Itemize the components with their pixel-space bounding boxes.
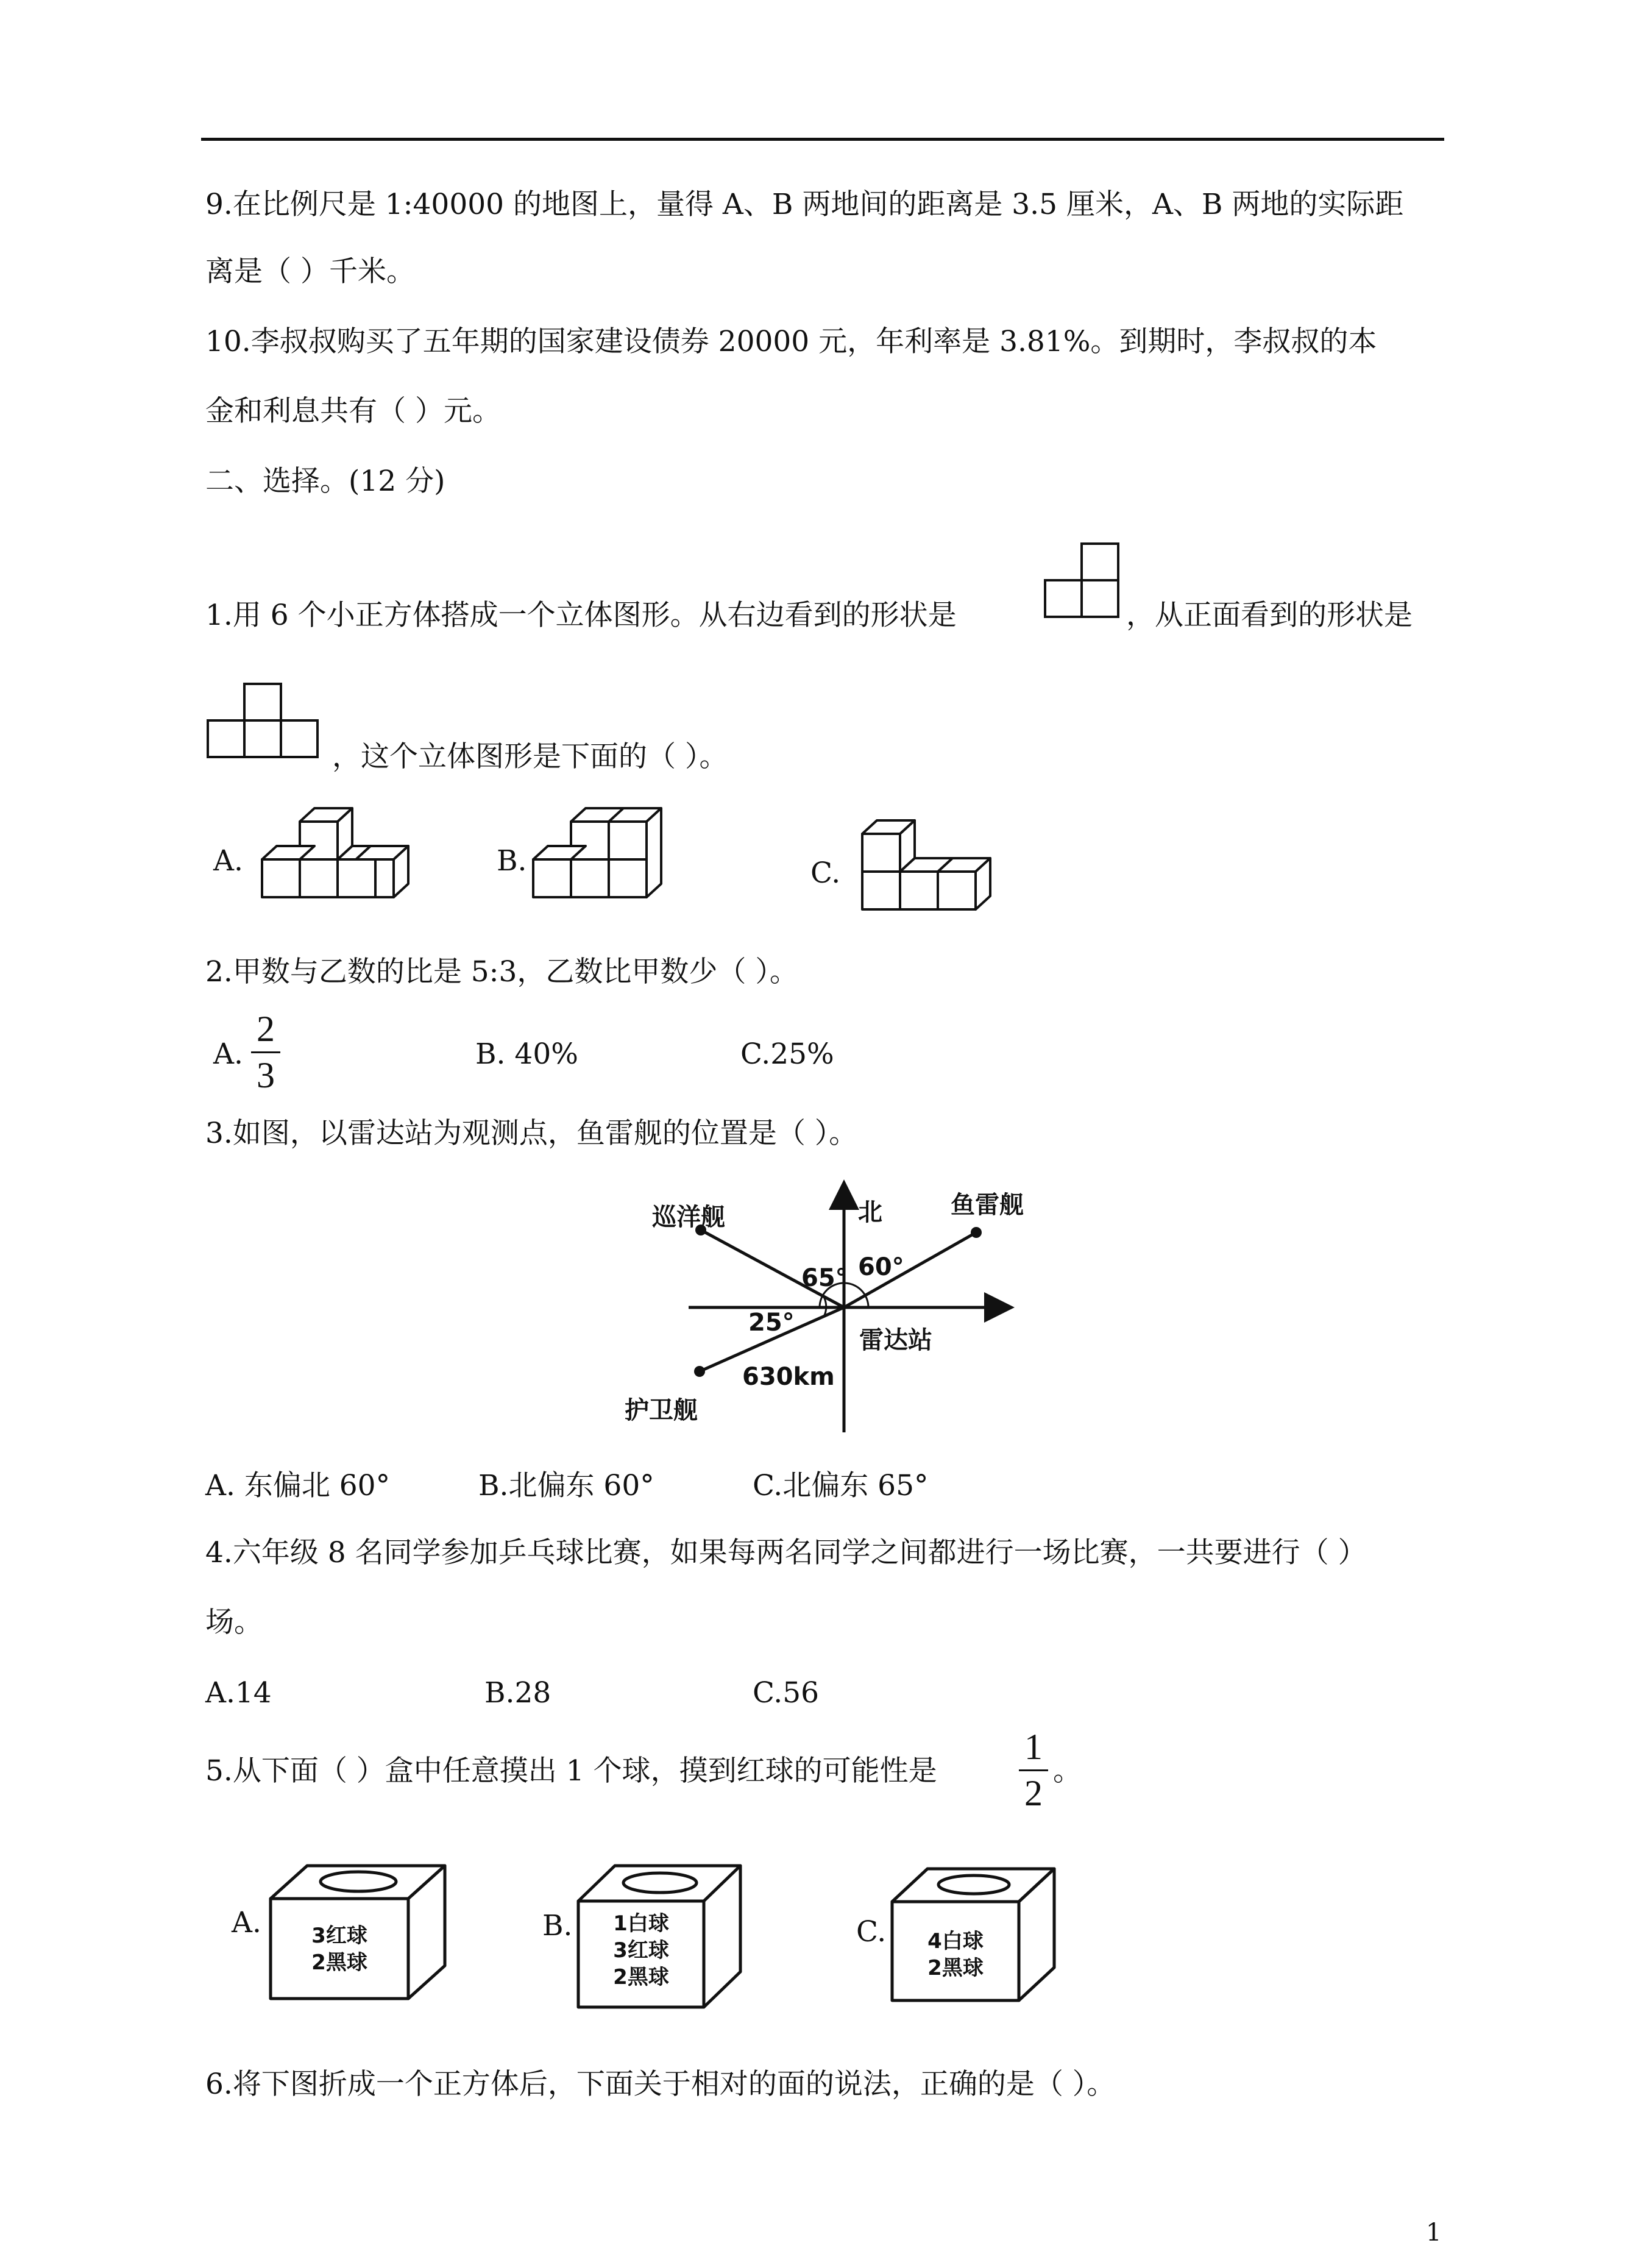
escort-label: 护卫舰	[625, 1396, 698, 1424]
c5-box-c-line2: 2黑球	[927, 1956, 984, 1980]
c5-box-c	[890, 1865, 1060, 2005]
c2-question: 2.甲数与乙数的比是 5:3，乙数比甲数少（ ）。	[205, 955, 798, 989]
radar-label: 雷达站	[859, 1326, 932, 1354]
c4-option-b: B.28	[484, 1676, 551, 1710]
radar-diagram	[609, 1176, 1036, 1438]
q9-line1: 9.在比例尺是 1:40000 的地图上，量得 A、B 两地间的距离是 3.5 厘米，A、B 两地的实际距	[205, 188, 1404, 221]
c1-option-c-label: C.	[810, 856, 841, 890]
distance-label: 630km	[742, 1363, 835, 1391]
c1-part2: ，从正面看到的形状是	[1126, 599, 1413, 632]
c2-option-a-fraction	[251, 1008, 280, 1097]
c4-line1: 4.六年级 8 名同学参加乒乓球比赛，如果每两名同学之间都进行一场比赛，一共要进行（ ）	[205, 1536, 1367, 1569]
c5-fraction-numerator: 1	[1024, 1727, 1043, 1767]
torpedo-point	[971, 1227, 982, 1238]
q10-line1: 10.李叔叔购买了五年期的国家建设债券 20000 元，年利率是 3.81%。到期时，李叔叔的本	[205, 325, 1377, 358]
c1-option-b-label: B.	[497, 844, 527, 878]
q9-line2: 离是（ ）千米。	[205, 255, 415, 288]
c1-part3: ，这个立体图形是下面的（ ）。	[332, 740, 728, 773]
c5-fraction-denominator: 2	[1024, 1773, 1043, 1813]
c3-option-a: A. 东偏北 60°	[205, 1469, 391, 1502]
c5-box-a-label: A.	[232, 1906, 261, 1939]
c6-question: 6.将下图折成一个正方体后，下面关于相对的面的说法，正确的是（ ）。	[205, 2067, 1116, 2101]
c5-box-a	[268, 1862, 451, 2008]
c5-box-b-line3: 2黑球	[613, 1965, 669, 1989]
angle-65-label: 65°	[801, 1264, 848, 1292]
c2-fraction-denominator: 3	[257, 1055, 275, 1095]
c5-fraction	[1019, 1726, 1048, 1815]
c5-box-a-line1: 3红球	[311, 1924, 367, 1948]
c3-option-c: C.北偏东 65°	[753, 1469, 929, 1502]
page-number: 1	[1426, 2219, 1442, 2247]
escort-point	[694, 1366, 705, 1377]
front-view-figure	[205, 681, 327, 761]
c5-box-b-label: B.	[542, 1909, 573, 1943]
c4-option-a: A.14	[205, 1676, 272, 1710]
fraction-bar	[251, 1051, 280, 1053]
c5-box-a-line2: 2黑球	[311, 1950, 367, 1975]
q10-line2: 金和利息共有（ ）元。	[205, 394, 501, 428]
cruiser-label: 巡洋舰	[652, 1203, 725, 1231]
north-label: 北	[858, 1198, 882, 1226]
section-heading: 二、选择。(12 分)	[205, 464, 445, 498]
torpedo-label: 鱼雷舰	[951, 1191, 1024, 1219]
c2-fraction-numerator: 2	[257, 1009, 275, 1049]
right-view-figure	[1044, 542, 1123, 622]
c3-option-b: B.北偏东 60°	[478, 1469, 654, 1502]
c2-option-a-label: A.	[213, 1037, 243, 1071]
c5-box-c-line1: 4白球	[927, 1929, 984, 1953]
c4-option-c: C.56	[753, 1676, 820, 1710]
fraction-bar	[1019, 1769, 1048, 1771]
c5-box-b-line2: 3红球	[613, 1938, 669, 1963]
c5-end: 。	[1053, 1754, 1082, 1788]
c5-box-b-line1: 1白球	[613, 1911, 669, 1936]
c1-part1: 1.用 6 个小正方体搭成一个立体图形。从右边看到的形状是	[205, 599, 957, 632]
c1-option-a-label: A.	[213, 844, 243, 878]
angle-60-label: 60°	[858, 1253, 904, 1281]
c1-option-b-figure	[527, 803, 673, 919]
c5-question: 5.从下面（ ）盒中任意摸出 1 个球，摸到红球的可能性是	[205, 1754, 937, 1788]
c2-option-c: C.25%	[740, 1037, 834, 1071]
c3-question: 3.如图，以雷达站为观测点，鱼雷舰的位置是（ ）。	[205, 1117, 858, 1150]
header-rule	[201, 138, 1444, 141]
c2-option-b: B. 40%	[475, 1037, 578, 1071]
c1-option-c-figure	[844, 811, 1002, 926]
angle-25-label: 25°	[748, 1309, 795, 1337]
c5-box-b	[576, 1862, 746, 2014]
c1-option-a-figure	[250, 803, 414, 919]
c4-line2: 场。	[205, 1605, 263, 1639]
c5-box-c-label: C.	[856, 1915, 887, 1949]
